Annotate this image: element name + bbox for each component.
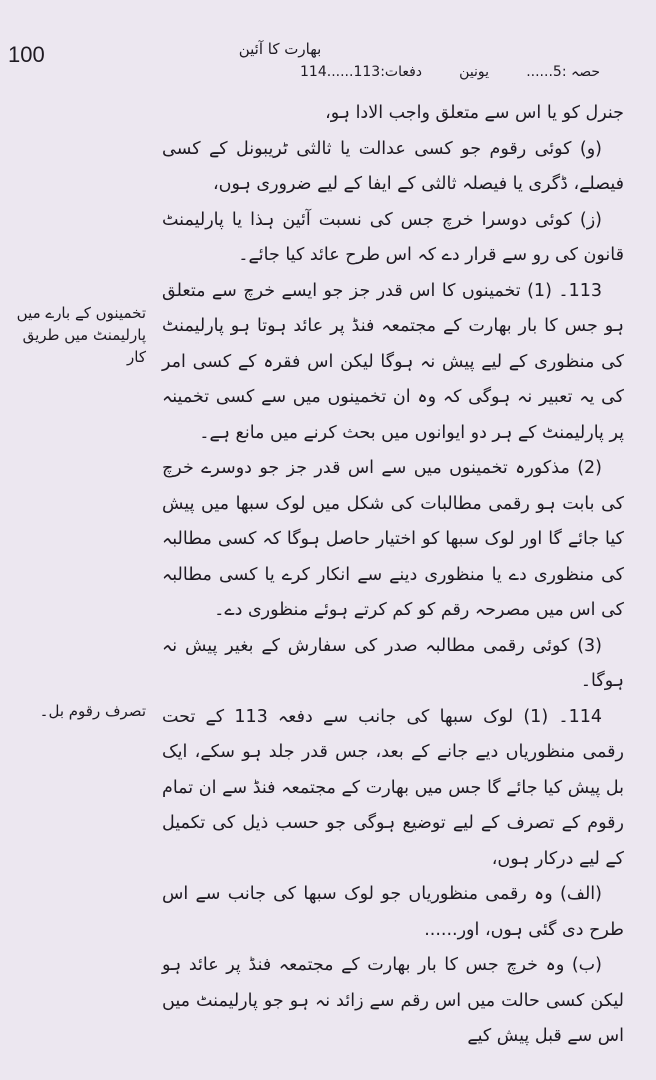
body-text (162, 96, 624, 1055)
paragraph: (3) کوئی رقمی مطالبہ صدر کی سفارش کے بغیر پیش نہ ہوگا۔ (162, 635, 624, 691)
paragraph: (و) کوئی رقوم جو کسی عدالت یا ثالثی ٹریبونل کے کسی فیصلے، ڈگری یا فیصلہ ثالثی کے ایفا کے لیے ضروری ہوں، (162, 138, 624, 194)
paragraph: (2) مذکورہ تخمینوں میں سے اس قدر جز جو دوسرے خرچ کی بابت ہو رقمی مطالبات کی شکل میں لوک سبھا میں پیش کیا جائے گا اور لوک سبھا کو اختیار حاصل ہوگا کہ کسی مطالبہ کی منظوری دے یا منظوری دینے سے انکار کرے یا کسی مطالبہ کی اس میں مصرحہ رقم کو کم کرتے ہوئے منظوری دے۔ (162, 458, 624, 620)
header-articles: دفعات:113......114 (300, 64, 423, 80)
running-title: بھارت کا آئین (238, 40, 322, 58)
paragraph: جنرل کو یا اس سے متعلق واجب الادا ہو، (325, 103, 624, 123)
page-header (300, 64, 600, 80)
paragraph: (ب) وہ خرچ جس کا بار بھارت کے مجتمعہ فنڈ پر عائد ہو لیکن کسی حالت میں اس رقم سے زائد نہ ہو جو پارلیمنٹ میں اس سے قبل پیش کیے (162, 955, 624, 1046)
paragraph: (ز) کوئی دوسرا خرچ جس کی نسبت آئین ہذا یا پارلیمنٹ قانون کی رو سے قرار دے کہ اس طرح عائد کیا جائے۔ (162, 209, 624, 265)
margin-note-estimates: تخمینوں کے بارے میں پارلیمنٹ میں طریق کار (16, 304, 146, 366)
paragraph: (الف) وہ رقمی منظوریاں جو لوک سبھا کی جانب سے اس طرح دی گئی ہوں، اور...... (162, 884, 624, 940)
margin-note-appropriation: تصرف رقوم بل۔ (39, 702, 146, 720)
header-chapter: یونین (459, 64, 490, 80)
page-number: 100 (8, 42, 45, 67)
paragraph: 114۔ (1) لوک سبھا کی جانب سے دفعہ 113 کے تحت رقمی منظوریاں دیے جانے کے بعد، جس قدر جلد ہو سکے، ایک بل پیش کیا جائے گا جس میں بھارت کے مجتمعہ فنڈ سے ان تمام رقوم کے تصرف کے لیے توضیع ہوگی جو حسب ذیل کی تکمیل کے لیے درکار ہوں، (162, 706, 624, 869)
header-part: حصہ :5...... (526, 64, 600, 80)
paragraph: 113۔ (1) تخمینوں کا اس قدر جز جو ایسے خرچ سے متعلق ہو جس کا بار بھارت کے مجتمعہ فنڈ پر عائد ہوتا ہو پارلیمنٹ کی منظوری کے لیے پیش نہ ہوگا لیکن اس فقرہ کے کسی امر کی یہ تعبیر نہ ہوگی کہ وہ ان تخمینوں میں سے کسی تخمینہ پر پارلیمنٹ کے ہر دو ایوانوں میں بحث کرنے میں مانع ہے۔ (162, 280, 624, 443)
